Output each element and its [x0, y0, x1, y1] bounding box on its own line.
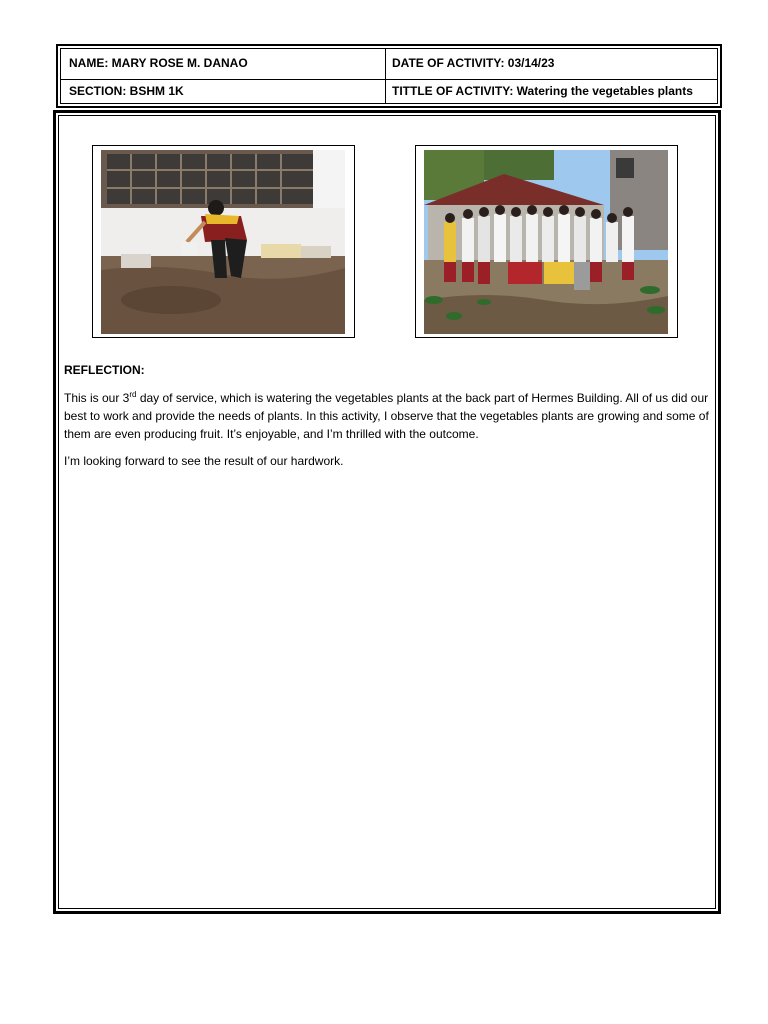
header-divider-horizontal — [61, 79, 717, 80]
photo-group — [415, 145, 678, 338]
reflection-paragraph-2: I’m looking forward to see the result of our hardwork. — [64, 454, 344, 468]
photo-watering — [92, 145, 355, 338]
reflection-paragraph-1-start: This is our 3 — [64, 391, 130, 405]
activity-title-field: TITTLE OF ACTIVITY: Watering the vegetables plants — [392, 84, 693, 98]
photo-watering-image — [101, 150, 345, 334]
section-field: SECTION: BSHM 1K — [69, 84, 184, 98]
reflection-paragraph-1 — [64, 389, 714, 443]
header-table — [56, 44, 722, 108]
photo-group-image — [424, 150, 668, 334]
ordinal-suffix: rd — [129, 390, 137, 399]
name-field: NAME: MARY ROSE M. DANAO — [69, 56, 248, 70]
reflection-heading: REFLECTION: — [64, 363, 145, 377]
date-field: DATE OF ACTIVITY: 03/14/23 — [392, 56, 555, 70]
header-table-inner — [60, 48, 718, 104]
reflection-paragraph-1-rest: day of service, which is watering the vegetables plants at the back part of Hermes Building. All of us did our best to work and provide the needs of plants. In this activity, I observe that the vegetables plants are growing and some of them are even producing fruit. It’s enjoyable, and I’m thrilled with the outcome. — [64, 391, 709, 441]
header-divider-vertical — [385, 49, 386, 103]
